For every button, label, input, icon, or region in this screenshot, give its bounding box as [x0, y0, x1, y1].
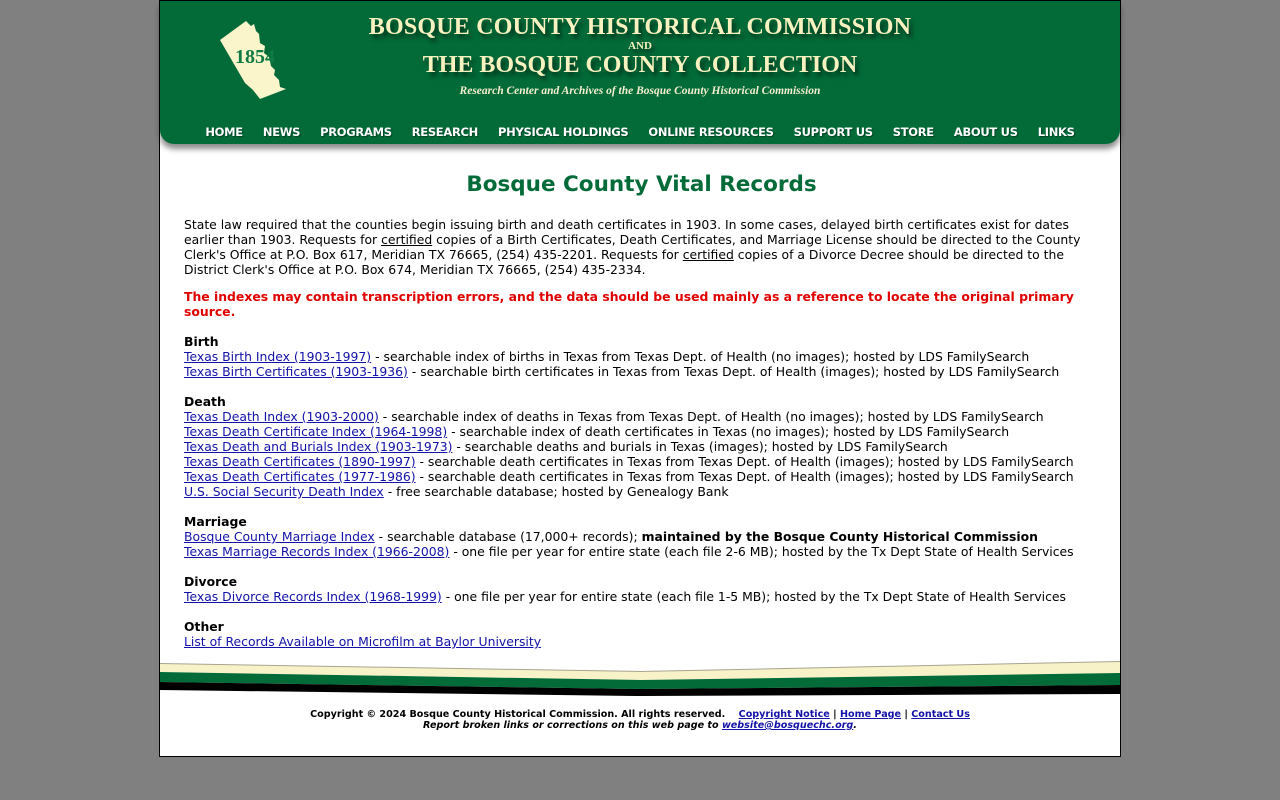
record-desc: - searchable index of death certificates in Texas (no images); hosted by LDS FamilySearch — [447, 424, 1010, 439]
list-item — [184, 409, 1099, 424]
record-desc: - searchable database (17,000+ records); — [374, 529, 642, 544]
transcription-warning: The indexes may contain transcription errors, and the data should be used mainly as a reference to locate the original primary source. — [184, 289, 1074, 319]
title-line-1: BOSQUE COUNTY HISTORICAL COMMISSION — [368, 14, 912, 40]
page-container — [159, 0, 1121, 757]
page-title: Bosque County Vital Records — [466, 172, 817, 197]
title-line-2: THE BOSQUE COUNTY COLLECTION — [422, 52, 858, 78]
record-desc: - searchable deaths and burials in Texas (images); hosted by LDS FamilySearch — [452, 439, 948, 454]
site-title — [340, 13, 940, 102]
section-death — [184, 394, 1099, 499]
record-desc: - one file per year for entire state (each file 1-5 MB); hosted by the Tx Dept State of Health Services — [441, 589, 1066, 604]
nav-programs[interactable]: PROGRAMS — [320, 125, 392, 139]
section-birth — [184, 334, 1099, 379]
section-title: Divorce — [184, 574, 237, 589]
intro-text: copies of a Birth Certificates, Death Certificates, and Marriage License should be directed to the County Clerk's Office at P.O. Box 617, Meridian TX 76665, (254) 435-2201. Requests for — [184, 232, 1081, 262]
record-desc: - one file per year for entire state (each file 2-6 MB); hosted by the Tx Dept State of Health Services — [449, 544, 1074, 559]
section-title: Other — [184, 619, 224, 634]
list-item — [184, 634, 1099, 649]
section-marriage — [184, 514, 1099, 559]
record-link[interactable]: Texas Death Certificates (1977-1986) — [184, 469, 416, 484]
contact-us-link[interactable]: Contact Us — [911, 709, 970, 720]
svg-text:1854: 1854 — [235, 46, 275, 68]
site-subtitle: Research Center and Archives of the Bosque County Historical Commission — [459, 85, 821, 97]
list-item — [184, 484, 1099, 499]
certified-emphasis: certified — [682, 247, 734, 262]
record-link[interactable]: List of Records Available on Microfilm at Baylor University — [184, 634, 542, 649]
main-nav — [160, 125, 1120, 143]
nav-store[interactable]: STORE — [892, 125, 934, 139]
record-link[interactable]: Texas Divorce Records Index (1968-1999) — [184, 589, 442, 604]
record-desc: - searchable death certificates in Texas from Texas Dept. of Health (images); hosted by LDS FamilySearch — [415, 469, 1074, 484]
intro-text: copies of a Divorce Decree should be directed to the District Clerk's Office at P.O. Box 674, Meridian TX 76665, (254) 435-2334. — [184, 247, 1064, 277]
record-link[interactable]: Texas Marriage Records Index (1966-2008) — [184, 544, 450, 559]
record-link[interactable]: Texas Death Certificate Index (1964-1998) — [184, 424, 448, 439]
intro-text: State law required that the counties begin issuing birth and death certificates in 1903. In some cases, delayed birth certificates exist for dates earlier than 1903. Requests for — [184, 217, 1069, 247]
record-desc: - searchable death certificates in Texas from Texas Dept. of Health (images); hosted by LDS FamilySearch — [415, 454, 1074, 469]
list-item — [184, 544, 1099, 559]
title-and: AND — [628, 40, 652, 52]
section-other — [184, 619, 1099, 649]
certified-emphasis: certified — [381, 232, 433, 247]
section-title: Marriage — [184, 514, 247, 529]
list-item — [184, 424, 1099, 439]
record-link[interactable]: Texas Death Index (1903-2000) — [184, 409, 379, 424]
site-footer — [160, 709, 1120, 731]
separator: | — [833, 709, 837, 720]
record-link[interactable]: Bosque County Marriage Index — [184, 529, 375, 544]
email-link[interactable]: website@bosquechc.org — [721, 720, 854, 731]
nav-home[interactable]: HOME — [205, 125, 243, 139]
record-link[interactable]: Texas Death Certificates (1890-1997) — [184, 454, 416, 469]
list-item — [184, 364, 1099, 379]
footer-report-line — [160, 720, 1120, 731]
record-desc: - searchable birth certificates in Texas from Texas Dept. of Health (images); hosted by LDS FamilySearch — [407, 364, 1060, 379]
nav-research[interactable]: RESEARCH — [411, 125, 478, 139]
footer-swoosh-divider — [160, 659, 1120, 699]
nav-links[interactable]: LINKS — [1037, 125, 1075, 139]
record-desc: - free searchable database; hosted by Genealogy Bank — [383, 484, 729, 499]
list-item — [184, 454, 1099, 469]
record-link[interactable]: Texas Death and Burials Index (1903-1973) — [184, 439, 453, 454]
record-link[interactable]: U.S. Social Security Death Index — [184, 484, 384, 499]
record-desc: - searchable index of births in Texas from Texas Dept. of Health (no images); hosted by LDS FamilySearch — [371, 349, 1030, 364]
record-link[interactable]: Texas Birth Certificates (1903-1936) — [184, 364, 408, 379]
list-item — [184, 439, 1099, 454]
nav-news[interactable]: NEWS — [262, 125, 301, 139]
main-content — [184, 171, 1099, 664]
period: . — [853, 720, 857, 731]
maintained-by-note: maintained by the Bosque County Historical Commission — [641, 529, 1038, 544]
list-item — [184, 469, 1099, 484]
record-desc: - searchable index of deaths in Texas from Texas Dept. of Health (no images); hosted by LDS FamilySearch — [378, 409, 1044, 424]
nav-support-us[interactable]: SUPPORT US — [793, 125, 873, 139]
list-item — [184, 349, 1099, 364]
list-item — [184, 589, 1099, 604]
copyright-text: Copyright © 2024 Bosque County Historical Commission. All rights reserved. — [310, 709, 726, 720]
list-item — [184, 529, 1099, 544]
section-title: Death — [184, 394, 226, 409]
nav-physical-holdings[interactable]: PHYSICAL HOLDINGS — [498, 125, 629, 139]
home-page-link[interactable]: Home Page — [839, 709, 902, 720]
record-link[interactable]: Texas Birth Index (1903-1997) — [184, 349, 372, 364]
site-header — [160, 1, 1120, 144]
section-title: Birth — [184, 334, 219, 349]
nav-online-resources[interactable]: ONLINE RESOURCES — [648, 125, 774, 139]
county-map-logo — [218, 17, 302, 101]
nav-about-us[interactable]: ABOUT US — [953, 125, 1018, 139]
section-divorce — [184, 574, 1099, 604]
intro-paragraph — [184, 217, 1099, 277]
footer-copyright-line — [160, 709, 1120, 720]
copyright-notice-link[interactable]: Copyright Notice — [738, 709, 830, 720]
separator: | — [904, 709, 908, 720]
report-text: Report broken links or corrections on this web page to — [423, 720, 722, 731]
